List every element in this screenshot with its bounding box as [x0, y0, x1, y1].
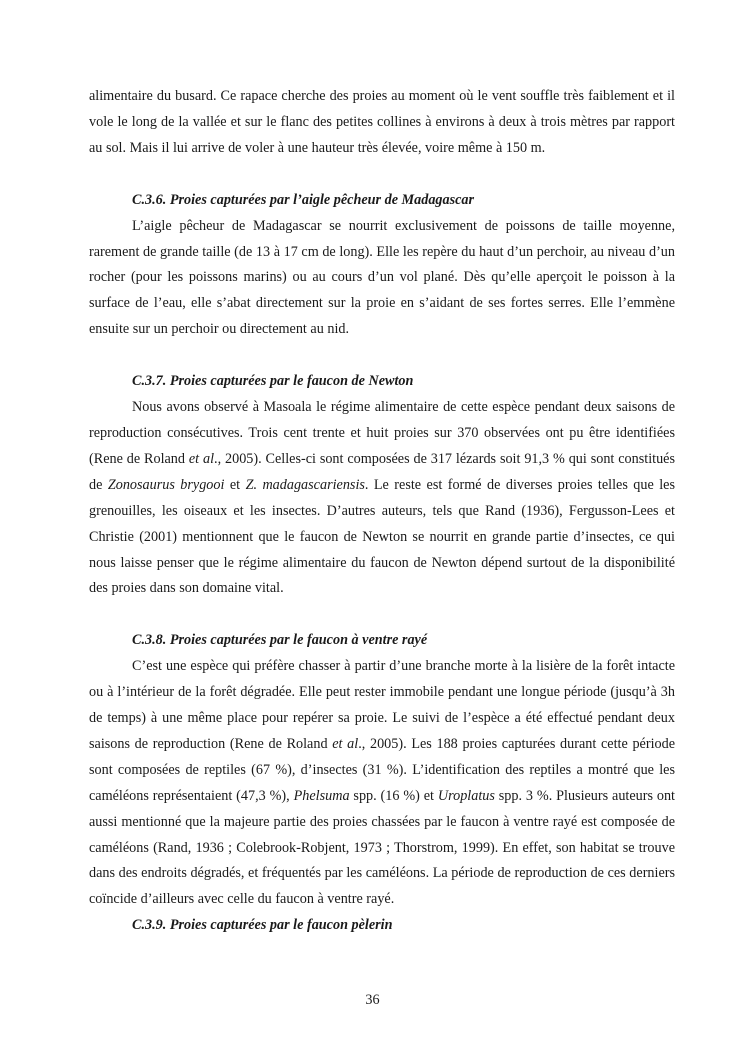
page-number: 36: [365, 992, 380, 1008]
species-name: Zonosaurus brygooi: [107, 476, 225, 493]
text-run: ., 2005). Les 188 proies capturées durant cette période sont composées de reptiles (67 %), d’insectes (31 %). L’identification des reptiles a montré que les caméléons représentaient (47,3 %),: [89, 735, 675, 804]
text-run: . Le reste est formé de diverses proies telles que les grenouilles, les oiseaux et les insectes. D’autres auteurs, tels que Rand (1936), Fergusson-Lees et Christie (2001) mentionnent que le faucon de Newton se nourrit en grande partie d’insectes, ce qui nous laisse penser que le régime alimentaire du faucon de Newton dépend surtout de la disponibilité des proies dans son domaine vital.: [89, 476, 675, 597]
section-gap: [89, 343, 675, 369]
heading-c-3-8: C.3.8. Proies capturées par le faucon à ventre rayé: [132, 632, 428, 649]
text-run: spp. 3 %. Plusieurs auteurs ont aussi mentionné que la majeure partie des proies chassées par le faucon à ventre rayé est composée de caméléons (Rand, 1936 ; Colebrook-Robjent, 1973 ; Thorstrom, 1999). En effet, son habitat se trouve dans des endroits dégradés, et fréquentés par les caméléons. La période de reproduction de ces derniers coïncide d’ailleurs avec celle du faucon à ventre rayé.: [89, 787, 675, 908]
paragraph-c-3-7: [89, 395, 675, 602]
genus-name: Uroplatus: [437, 787, 495, 804]
text-run: spp. (16 %) et: [349, 787, 438, 804]
text-run: ., 2005). Celles-ci sont composées de 317 lézards soit 91,3 % qui sont constitués de: [89, 450, 675, 493]
paragraph-c-3-8: [89, 654, 675, 913]
heading-c-3-7: C.3.7. Proies capturées par le faucon de Newton: [132, 373, 414, 390]
text-run: Nous avons observé à Masoala le régime alimentaire de cette espèce pendant deux saisons de reproduction consécutives. Trois cent trente et huit proies sur 370 observées ont pu être identifiées (Rene de Roland: [89, 399, 675, 467]
heading-c-3-6: C.3.6. Proies capturées par l’aigle pêcheur de Madagascar: [132, 191, 475, 208]
section-gap: [89, 602, 675, 628]
genus-name: Phelsuma: [293, 787, 350, 804]
text-run: et: [224, 476, 246, 493]
section-gap: [89, 162, 675, 188]
italic-et-al: et al: [332, 735, 359, 752]
paragraph-intro: alimentaire du busard. Ce rapace cherche des proies au moment où le vent souffle très faiblement et il vole le long de la vallée et sur le flanc des petites collines à environs à deux à trois mètres par rapport au sol. Mais il lui arrive de voler à une hauteur très élevée, voire même à 150 m.: [89, 88, 675, 156]
document-page: [89, 84, 675, 939]
heading-c-3-9: C.3.9. Proies capturées par le faucon pèlerin: [132, 917, 393, 934]
species-name: Z. madagascariensis: [245, 476, 365, 493]
text-run: C’est une espèce qui préfère chasser à partir d’une branche morte à la lisière de la forêt intacte ou à l’intérieur de la forêt dégradée. Elle peut rester immobile pendant une longue période (jusqu’à 3h de temps) à une même place pour repérer sa proie. Le suivi de l’espèce a été effectué pendant deux saisons de reproduction (Rene de Roland: [89, 658, 675, 752]
italic-et-al: et al: [188, 450, 215, 467]
paragraph-c-3-6: L’aigle pêcheur de Madagascar se nourrit exclusivement de poissons de taille moyenne, rarement de grande taille (de 13 à 17 cm de long). Elle les repère du haut d’un perchoir, au niveau d’un rocher (pour les poissons marins) ou au cours d’un vol plané. Dès qu’elle aperçoit le poisson à la surface de l’eau, elle s’abat directement sur la proie en s’aidant de ses fortes serres. Elle l’emmène ensuite sur un perchoir ou directement au nid.: [89, 217, 675, 338]
